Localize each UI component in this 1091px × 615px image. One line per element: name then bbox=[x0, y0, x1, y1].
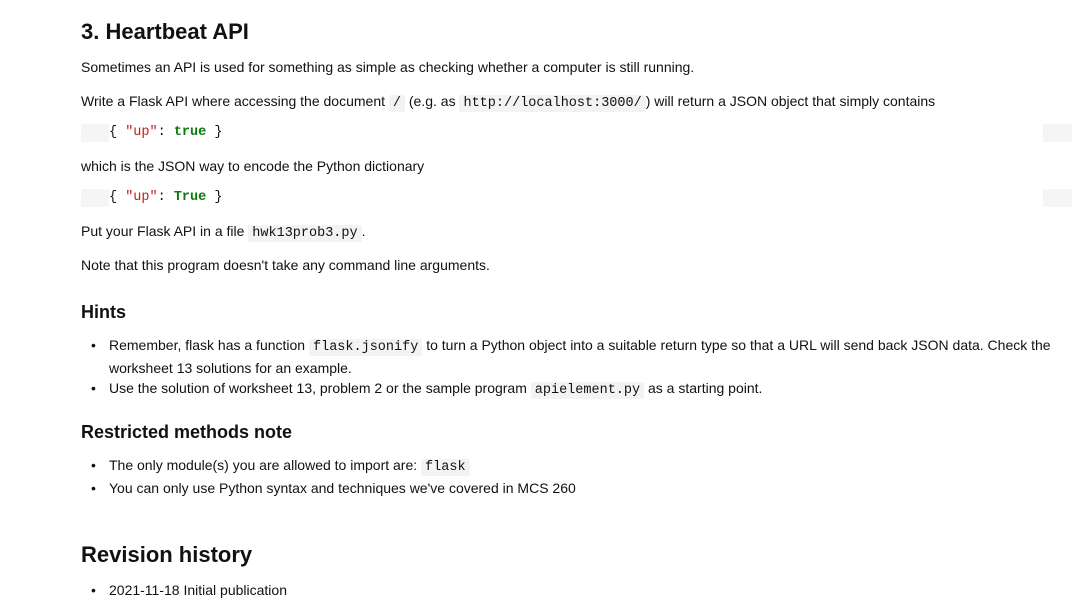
write-api-paragraph bbox=[81, 91, 935, 114]
write-mid-text: (e.g. as bbox=[408, 93, 456, 109]
json-close-brace: } bbox=[206, 125, 223, 140]
which-paragraph: which is the JSON way to encode the Python dictionary bbox=[81, 158, 425, 174]
python-colon: : bbox=[157, 190, 174, 205]
file-suffix-text: . bbox=[361, 223, 366, 239]
section-title-revision-history: Revision history bbox=[81, 542, 253, 567]
apielement-code: apielement.py bbox=[531, 382, 644, 399]
python-key: "up" bbox=[125, 190, 158, 205]
json-colon: : bbox=[157, 125, 174, 140]
hint1-line2-text: worksheet 13 solutions for an example. bbox=[109, 360, 352, 376]
jsonify-code: flask.jsonify bbox=[309, 339, 422, 356]
hints-list-item bbox=[81, 335, 1081, 378]
file-paragraph bbox=[81, 221, 366, 244]
intro-paragraph: Sometimes an API is used for something as simple as checking whether a computer is still running. bbox=[81, 59, 695, 75]
section-title-heartbeat-api: 3. Heartbeat API bbox=[81, 19, 249, 44]
revision-list-item bbox=[81, 580, 1081, 600]
note-paragraph: Note that this program doesn't take any command line arguments. bbox=[81, 257, 490, 273]
file-prefix-text: Put your Flask API in a file bbox=[81, 223, 245, 239]
restricted1-prefix-text: The only module(s) you are allowed to import are: bbox=[109, 457, 418, 473]
localhost-url-code: http://localhost:3000/ bbox=[459, 95, 645, 112]
hint1-suffix-text: to turn a Python object into a suitable return type so that a URL will send back JSON data. Check the bbox=[426, 337, 1051, 353]
hints-list-item bbox=[81, 378, 1081, 401]
restricted-list-item bbox=[81, 478, 1081, 498]
hint1-prefix-text: Remember, flask has a function bbox=[109, 337, 306, 353]
flask-module-code: flask bbox=[421, 459, 470, 476]
revision-list bbox=[81, 580, 1081, 600]
json-key: "up" bbox=[125, 125, 158, 140]
json-code-block bbox=[81, 124, 1072, 142]
hints-list bbox=[81, 335, 1081, 401]
filename-code: hwk13prob3.py bbox=[248, 225, 361, 242]
write-suffix-text: ) will return a JSON object that simply contains bbox=[645, 93, 936, 109]
json-value: true bbox=[173, 125, 207, 140]
restricted-list bbox=[81, 455, 1081, 498]
revision1-text: 2021-11-18 Initial publication bbox=[109, 582, 287, 598]
json-open-brace: { bbox=[109, 125, 126, 140]
section-title-restricted: Restricted methods note bbox=[81, 422, 293, 442]
python-value: True bbox=[173, 190, 207, 205]
restricted2-text: You can only use Python syntax and techniques we've covered in MCS 260 bbox=[109, 480, 576, 496]
document-path-code: / bbox=[389, 95, 405, 112]
restricted-list-item bbox=[81, 455, 1081, 478]
write-prefix-text: Write a Flask API where accessing the document bbox=[81, 93, 385, 109]
hint2-suffix-text: as a starting point. bbox=[648, 380, 763, 396]
hint2-prefix-text: Use the solution of worksheet 13, problem 2 or the sample program bbox=[109, 380, 527, 396]
python-close-brace: } bbox=[206, 190, 223, 205]
section-title-hints: Hints bbox=[81, 302, 126, 322]
python-open-brace: { bbox=[109, 190, 126, 205]
python-code-block bbox=[81, 189, 1072, 207]
